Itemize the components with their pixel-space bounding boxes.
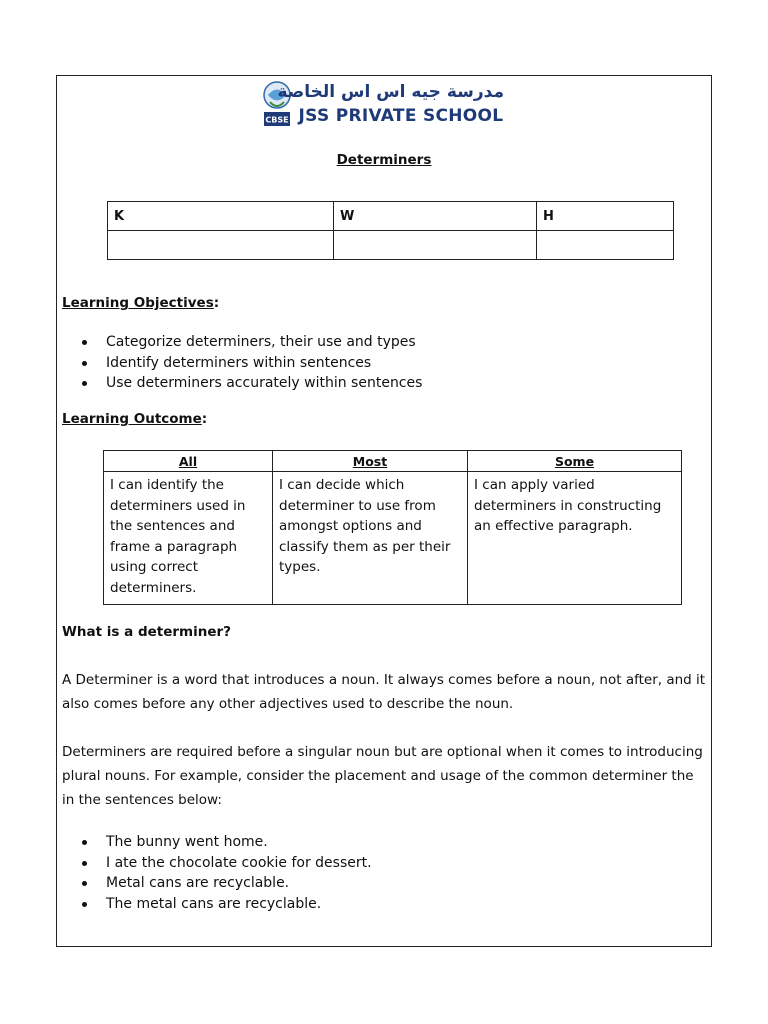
- table-row: [108, 231, 674, 260]
- definition-paragraph: A Determiner is a word that introduces a noun. It always comes before a noun, not after, and it also comes before any other adjectives used to describe the noun.: [62, 672, 706, 712]
- outcome-cell-some: I can apply varied determiners in constructing an effective paragraph.: [468, 472, 682, 605]
- outcome-header-some: Some: [468, 451, 682, 472]
- learning-objectives-label: Learning Objectives: [62, 295, 214, 311]
- table-row: [104, 451, 682, 472]
- outcome-cell-all: I can identify the determiners used in the sentences and frame a paragraph using correct determiners.: [104, 472, 273, 605]
- learning-outcome-heading: Learning Outcome:: [62, 411, 208, 427]
- kwh-header-h: H: [537, 202, 674, 231]
- list-item: Use determiners accurately within sentences: [80, 373, 422, 394]
- outcome-header-all: All: [104, 451, 273, 472]
- list-item: Metal cans are recyclable.: [80, 873, 372, 894]
- kwh-header-w: W: [334, 202, 537, 231]
- kwh-cell-k[interactable]: [108, 231, 334, 260]
- list-item: Categorize determiners, their use and types: [80, 332, 422, 353]
- examples-list: [80, 832, 372, 914]
- school-name-arabic: مدرسة جيه اس اس الخاصة: [277, 82, 504, 102]
- list-item: I ate the chocolate cookie for dessert.: [80, 853, 372, 874]
- learning-outcome-label: Learning Outcome: [62, 411, 202, 427]
- table-row: [104, 472, 682, 605]
- usage-paragraph: Determiners are required before a singular noun but are optional when it comes to introducing plural nouns. For example, consider the placement and usage of the common determiner the in the sentences below:: [62, 744, 703, 808]
- kwh-cell-w[interactable]: [334, 231, 537, 260]
- outcome-cell-most: I can decide which determiner to use from amongst options and classify them as per their types.: [273, 472, 468, 605]
- what-is-heading: What is a determiner?: [62, 624, 231, 640]
- table-row: [108, 202, 674, 231]
- outcome-header-most: Most: [273, 451, 468, 472]
- learning-objectives-heading: Learning Objectives:: [62, 295, 220, 311]
- school-name: JSS PRIVATE SCHOOL: [298, 106, 504, 126]
- kwh-table: [107, 201, 674, 260]
- outcome-table: [103, 450, 682, 605]
- kwh-header-k: K: [108, 202, 334, 231]
- list-item: Identify determiners within sentences: [80, 353, 422, 374]
- emblem-label: CBSE: [265, 115, 289, 125]
- objectives-list: [80, 332, 422, 394]
- list-item: The metal cans are recyclable.: [80, 894, 372, 915]
- kwh-cell-h[interactable]: [537, 231, 674, 260]
- page-title: Determiners: [336, 152, 432, 168]
- school-logo: [262, 80, 504, 132]
- list-item: The bunny went home.: [80, 832, 372, 853]
